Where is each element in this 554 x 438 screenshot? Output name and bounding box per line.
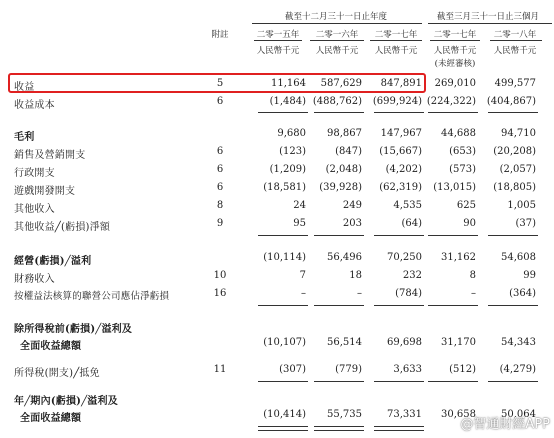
value-2016: –	[357, 288, 362, 299]
value-2017: 70,250	[387, 252, 422, 263]
value-2016: 587,629	[320, 78, 362, 89]
subtotal-rule	[428, 112, 478, 113]
table-row	[0, 218, 554, 232]
currency-2015: 人民幣千元	[256, 46, 300, 56]
value-q2018: 1,005	[507, 200, 536, 211]
subtotal-rule	[314, 112, 364, 113]
note-column-header: 附註	[211, 30, 229, 40]
row-note: 8	[216, 200, 224, 211]
subtotal-rule	[488, 381, 538, 382]
table-row	[0, 320, 554, 334]
subtotal-rule	[488, 305, 538, 306]
row-label: 全面收益總額	[20, 341, 82, 352]
value-2016: 56,496	[327, 252, 362, 263]
value-2017: 232	[402, 270, 422, 281]
value-2016: (2,048)	[325, 164, 362, 175]
subtotal-rule	[428, 381, 478, 382]
value-2016: 98,867	[327, 128, 362, 139]
row-note: 10	[213, 270, 227, 281]
row-note: 16	[213, 288, 227, 299]
value-q2018: (2,057)	[499, 164, 536, 175]
value-2016: 18	[349, 270, 362, 281]
value-2015: –	[301, 288, 306, 299]
subtotal-rule	[314, 381, 364, 382]
currency-q2017: 人民幣千元	[433, 46, 477, 56]
table-row	[0, 288, 554, 302]
row-label: 毛利	[14, 132, 35, 143]
value-q2018: 499,577	[494, 78, 536, 89]
unaudited-note: (未經審核)	[434, 59, 476, 69]
table-row	[0, 270, 554, 284]
subtotal-rule	[258, 112, 308, 113]
value-2015: (307)	[279, 364, 306, 375]
value-2017: (62,319)	[379, 182, 422, 193]
value-2016: (779)	[335, 364, 362, 375]
row-label: 銷售及營銷開支	[14, 150, 86, 161]
year-header-2016: 二零一六年	[315, 30, 359, 40]
subtotal-rule	[488, 235, 538, 236]
subtotal-rule	[314, 235, 364, 236]
value-q2018: (4,279)	[499, 364, 536, 375]
value-2016: (847)	[335, 146, 362, 157]
value-q2017: 44,688	[441, 128, 476, 139]
value-q2018: (37)	[515, 218, 536, 229]
value-q2017: –	[471, 288, 476, 299]
quarter-rule-2018	[490, 40, 542, 41]
row-note: 11	[213, 364, 227, 375]
value-q2017: (13,015)	[433, 182, 476, 193]
currency-2017: 人民幣千元	[374, 46, 418, 56]
value-2017: 847,891	[380, 78, 422, 89]
year-rule-2015	[254, 40, 302, 41]
currency-q2018: 人民幣千元	[493, 46, 537, 56]
subtotal-rule	[258, 381, 308, 382]
table-row	[0, 78, 554, 92]
quarter-group-header: 截至三月三十一日止三個月	[436, 12, 539, 22]
value-q2018: (18,805)	[493, 182, 536, 193]
total-double-rule	[314, 426, 364, 431]
row-label: 行政開支	[14, 168, 55, 179]
value-q2018: 50,064	[501, 409, 536, 420]
value-q2017: 269,010	[434, 78, 476, 89]
row-label: 年╱期內(虧損)╱溢利及	[14, 396, 118, 407]
value-q2017: 31,170	[441, 337, 476, 348]
value-q2017: 8	[469, 270, 476, 281]
quarter-group-rule	[428, 23, 552, 24]
value-2017: 73,331	[387, 409, 422, 420]
table-row	[0, 164, 554, 178]
value-2015: (123)	[279, 146, 306, 157]
row-label: 其他收益╱(虧損)淨額	[14, 222, 111, 233]
value-2017: (64)	[401, 218, 422, 229]
row-label: 全面收益總額	[20, 413, 82, 424]
quarter-header-2017: 二零一七年	[433, 30, 477, 40]
table-row	[0, 337, 554, 351]
value-2017: (699,924)	[372, 96, 422, 107]
total-double-rule	[374, 426, 424, 431]
value-2017: 69,698	[387, 337, 422, 348]
value-2017: 4,535	[393, 200, 422, 211]
row-label: 經營(虧損)╱溢利	[14, 256, 92, 267]
value-q2018: (364)	[509, 288, 536, 299]
row-note: 6	[216, 146, 224, 157]
value-2017: (15,667)	[379, 146, 422, 157]
value-q2018: 54,608	[501, 252, 536, 263]
value-2015: (10,414)	[263, 409, 306, 420]
subtotal-rule	[374, 305, 424, 306]
value-2016: 56,514	[327, 337, 362, 348]
value-2015: 95	[293, 218, 306, 229]
subtotal-rule	[374, 381, 424, 382]
table-row	[0, 182, 554, 196]
value-q2017: 90	[463, 218, 476, 229]
value-2015: 11,164	[271, 78, 306, 89]
table-row	[0, 200, 554, 214]
row-label: 財務收入	[14, 274, 55, 285]
value-2017: (4,202)	[385, 164, 422, 175]
row-note: 5	[216, 78, 224, 89]
row-label: 收益成本	[14, 100, 55, 111]
row-label: 收益	[14, 82, 35, 93]
total-double-rule	[258, 426, 308, 431]
row-label: 所得稅(開支)╱抵免	[14, 368, 100, 379]
value-q2017: 625	[456, 200, 476, 211]
year-rule-2016	[310, 40, 364, 41]
subtotal-rule	[428, 305, 478, 306]
value-q2017: (512)	[449, 364, 476, 375]
row-label: 其他收入	[14, 204, 55, 215]
watermark: @智通財經APP	[460, 417, 550, 432]
subtotal-rule	[258, 235, 308, 236]
value-q2017: 31,162	[441, 252, 476, 263]
value-q2018: 94,710	[501, 128, 536, 139]
subtotal-rule	[258, 305, 308, 306]
value-q2018: (404,867)	[486, 96, 536, 107]
subtotal-rule	[428, 235, 478, 236]
value-2015: 7	[299, 270, 306, 281]
value-2015: (10,107)	[263, 337, 306, 348]
value-2015: (10,114)	[263, 252, 306, 263]
quarter-header-2018: 二零一八年	[493, 30, 537, 40]
year-header-2015: 二零一五年	[256, 30, 300, 40]
row-note: 6	[216, 182, 224, 193]
value-q2017: (653)	[449, 146, 476, 157]
annual-group-header: 截至十二月三十一日止年度	[284, 12, 387, 22]
year-rule-2017	[370, 40, 422, 41]
value-q2017: (224,322)	[426, 96, 476, 107]
value-2016: 249	[342, 200, 362, 211]
subtotal-rule	[314, 305, 364, 306]
value-2015: (1,484)	[269, 96, 306, 107]
subtotal-rule	[374, 112, 424, 113]
subtotal-rule	[374, 235, 424, 236]
value-q2017: 30,658	[441, 409, 476, 420]
table-row	[0, 392, 554, 406]
value-2015: (1,209)	[269, 164, 306, 175]
table-row	[0, 96, 554, 110]
value-q2017: (573)	[449, 164, 476, 175]
table-row	[0, 364, 554, 378]
value-2016: (39,928)	[319, 182, 362, 193]
annual-group-rule	[252, 23, 422, 24]
value-q2018: 54,343	[501, 337, 536, 348]
row-note: 6	[216, 96, 224, 107]
value-2016: 203	[342, 218, 362, 229]
value-2015: 9,680	[277, 128, 306, 139]
value-2015: (18,581)	[263, 182, 306, 193]
row-label: 按權益法核算的聯營公司應佔淨虧損	[14, 291, 170, 302]
row-note: 9	[216, 218, 224, 229]
value-q2018: (20,208)	[493, 146, 536, 157]
value-2017: 3,633	[393, 364, 422, 375]
value-2016: 55,735	[327, 409, 362, 420]
value-q2018: 99	[523, 270, 536, 281]
year-header-2017: 二零一七年	[374, 30, 418, 40]
value-2015: 24	[293, 200, 306, 211]
quarter-rule-2017	[430, 40, 480, 41]
value-2017: (784)	[395, 288, 422, 299]
subtotal-rule	[488, 112, 538, 113]
value-2017: 147,967	[380, 128, 422, 139]
row-label: 除所得稅前(虧損)╱溢利及	[14, 324, 133, 335]
row-label: 遊戲開發開支	[14, 186, 76, 197]
table-row	[0, 146, 554, 160]
value-2016: (488,762)	[312, 96, 362, 107]
table-row	[0, 252, 554, 266]
row-note: 6	[216, 164, 224, 175]
currency-2016: 人民幣千元	[315, 46, 359, 56]
table-row	[0, 128, 554, 142]
